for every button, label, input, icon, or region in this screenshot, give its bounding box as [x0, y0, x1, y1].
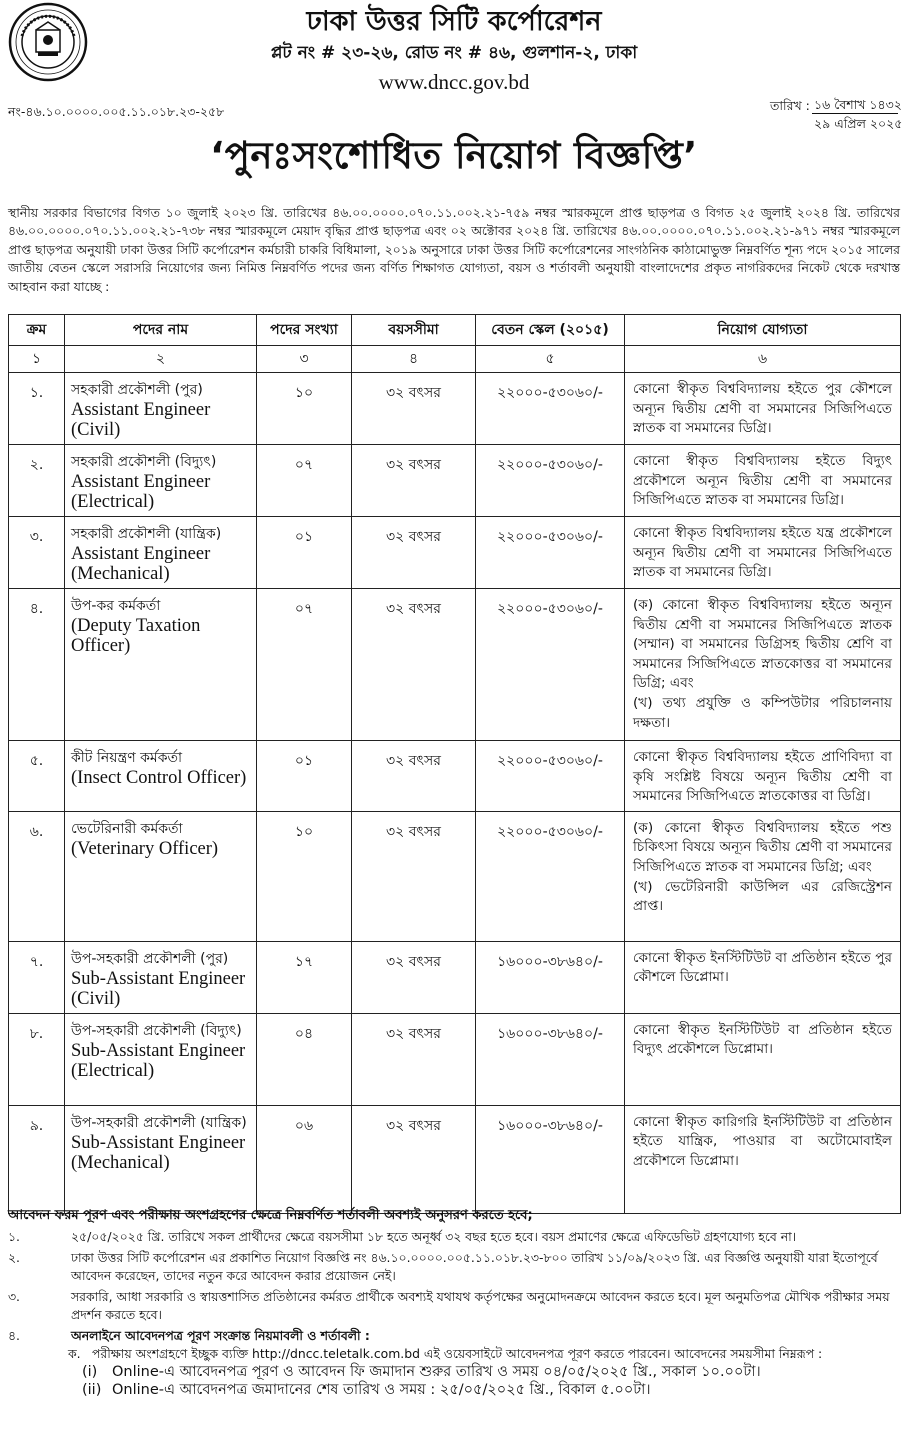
row-post-count: ০৬ [257, 1105, 352, 1213]
condition-item [8, 1228, 900, 1246]
org-website[interactable]: www.dncc.gov.bd [378, 70, 530, 94]
col-number: ৫ [476, 346, 625, 373]
row-serial: ৪. [9, 589, 65, 741]
row-post-count: ১০ [257, 373, 352, 445]
row-qualification: কোনো স্বীকৃত ইনস্টিটিউট বা প্রতিষ্ঠান হইতে পুর কৌশলে ডিপ্লোমা। [625, 941, 901, 1013]
row-pay-scale: ১৬০০০-৩৮৬৪০/- [476, 941, 625, 1013]
post-name-english: (Insect Control Officer) [71, 768, 247, 788]
condition-item [8, 1288, 900, 1324]
row-post [65, 941, 257, 1013]
sub-item-text: পরীক্ষায় অংশগ্রহণে ইচ্ছুক ব্যক্তি http://dncc.teletalk.com.bd এই ওয়েবসাইটে আবেদনপত্র পূরণ করতে পারবেন। আবেদনের সময়সীমা নিম্নরূপ : [92, 1346, 823, 1361]
notice-title: ‘পুনঃসংশোধিত নিয়োগ বিজ্ঞপ্তি’ [210, 134, 698, 177]
post-name-english: Sub-Assistant Engineer (Mechanical) [71, 1132, 246, 1173]
row-post-count: ০১ [257, 741, 352, 812]
row-post [65, 1105, 257, 1213]
qualification-part-a: (ক) কোনো স্বীকৃত বিশ্ববিদ্যালয় হইতে অন্যূন দ্বিতীয় শ্রেণী বা সমমানের সিজিপিএতে স্নাতক (সম্মান) বা সমমানের ডিগ্রিসহ দ্বিতীয় শ্রেণি বা সমমানের সিজিপিএতে স্নাতকোত্তর বা সমমানের ডিগ্রি; এবং [633, 597, 892, 692]
row-post [65, 517, 257, 589]
table-row [9, 811, 901, 941]
table-row [9, 373, 901, 445]
condition-sub-item [8, 1345, 900, 1363]
row-age-limit: ৩২ বৎসর [352, 941, 476, 1013]
row-qualification: কোনো স্বীকৃত ইনস্টিটিউট বা প্রতিষ্ঠান হইতে বিদ্যুৎ প্রকৌশলে ডিপ্লোমা। [625, 1013, 901, 1105]
row-post-count: ১৭ [257, 941, 352, 1013]
row-post [65, 589, 257, 741]
post-name-english: Assistant Engineer (Civil) [71, 400, 211, 440]
date-gregorian: ২৯ এপ্রিল ২০২৫ [814, 116, 903, 131]
row-age-limit: ৩২ বৎসর [352, 1013, 476, 1105]
row-post-count: ০৭ [257, 589, 352, 741]
row-pay-scale: ২২০০০-৫৩০৬০/- [476, 589, 625, 741]
table-row [9, 941, 901, 1013]
table-row [9, 589, 901, 741]
row-pay-scale: ১৬০০০-৩৮৬৪০/- [476, 1013, 625, 1105]
post-name-bangla: সহকারী প্রকৌশলী (পুর) [71, 382, 203, 398]
row-qualification: কোনো স্বীকৃত বিশ্ববিদ্যালয় হইতে যন্ত্র প্রকৌশলে অন্যূন দ্বিতীয় শ্রেণী বা সমমানের সিজিপিএতে স্নাতক বা সমমানের ডিগ্রি। [625, 517, 901, 589]
post-name-bangla: সহকারী প্রকৌশলী (বিদ্যুৎ) [71, 454, 217, 470]
condition-text: অনলাইনে আবেদনপত্র পূরণ সংক্রান্ত নিয়মাবলী ও শর্তাবলী : [71, 1328, 370, 1343]
col-number: ২ [65, 346, 257, 373]
row-age-limit: ৩২ বৎসর [352, 517, 476, 589]
post-name-bangla: উপ-সহকারী প্রকৌশলী (যান্ত্রিক) [71, 1114, 247, 1131]
col-number: ৬ [625, 346, 901, 373]
post-name-english: Assistant Engineer (Electrical) [71, 472, 211, 512]
column-number-row [9, 346, 901, 373]
row-age-limit: ৩২ বৎসর [352, 1105, 476, 1213]
date-divider [812, 113, 898, 114]
post-name-bangla: উপ-সহকারী প্রকৌশলী (বিদ্যুৎ) [71, 1022, 242, 1039]
row-post-count: ০৪ [257, 1013, 352, 1105]
qualification-part-a: (ক) কোনো স্বীকৃত বিশ্ববিদ্যালয় হইতে পশু চিকিৎসা বিষয়ে অন্যূন দ্বিতীয় শ্রেণী বা সমমানের সিজিপিএতে স্নাতক বা সমমানের ডিগ্রি; এবং [633, 819, 892, 875]
row-serial: ৫. [9, 741, 65, 812]
row-post [65, 1013, 257, 1105]
sub-item-text: Online-এ আবেদনপত্র পূরণ ও আবেদন ফি জমাদান শুরুর তারিখ ও সময় ০৪/০৫/২০২৫ খ্রি., সকাল ১০.০০টা। [112, 1364, 761, 1380]
col-number: ৩ [257, 346, 352, 373]
condition-item [8, 1249, 900, 1285]
row-post-count: ১০ [257, 811, 352, 941]
sub-item-label: ক. [68, 1346, 81, 1361]
post-name-english: (Veterinary Officer) [71, 838, 219, 859]
row-qualification: কোনো স্বীকৃত বিশ্ববিদ্যালয় হইতে বিদ্যুৎ প্রকৌশলে অন্যূন দ্বিতীয় শ্রেণী বা সমমানের সিজিপিএতে স্নাতক বা সমমানের ডিগ্রি। [625, 445, 901, 517]
sub-item-label: (i) [82, 1364, 98, 1380]
row-post-count: ০৭ [257, 445, 352, 517]
conditions-heading: আবেদন ফরম পূরণ এবং পরীক্ষায় অংশগ্রহণের ক্ষেত্রে নিম্নবর্ণিত শর্তাবলী অবশ্যই অনুসরণ করতে হবে; [8, 1208, 533, 1223]
sub-item-text: Online-এ আবেদনপত্র জমাদানের শেষ তারিখ ও সময় : ২৫/০৫/২০২৫ খ্রি., বিকাল ৫.০০টা। [112, 1382, 651, 1398]
post-name-bangla: উপ-সহকারী প্রকৌশলী (পুর) [71, 950, 229, 967]
table-header-row [9, 315, 901, 346]
row-qualification: কোনো স্বীকৃত কারিগরি ইনস্টিটিউট বা প্রতিষ্ঠান হইতে যান্ত্রিক, পাওয়ার বা অটোমোবাইল প্রকৌশলে ডিপ্লোমা। [625, 1105, 901, 1213]
post-name-bangla: কীট নিয়ন্ত্রণ কর্মকর্তা [71, 750, 183, 766]
row-post-count: ০১ [257, 517, 352, 589]
header-age-limit: বয়সসীমা [352, 315, 476, 346]
row-age-limit: ৩২ বৎসর [352, 445, 476, 517]
row-post [65, 741, 257, 812]
row-serial: ৯. [9, 1105, 65, 1213]
table-row [9, 1013, 901, 1105]
header-pay-scale: বেতন স্কেল (২০১৫) [476, 315, 625, 346]
qualification-part-b: (খ) ভেটেরিনারী কাউন্সিল এর রেজিস্ট্রেশন প্রাপ্ত। [633, 878, 892, 915]
org-name: ঢাকা উত্তর সিটি কর্পোরেশন [306, 6, 602, 37]
intro-paragraph: স্থানীয় সরকার বিভাগের বিগত ১০ জুলাই ২০২৩ খ্রি. তারিখের ৪৬.০০.০০০০.০৭০.১১.০০২.২১-৭৫৯ নম্বর স্মারকমূলে প্রাপ্ত ছাড়পত্র ও বিগত ২৫ জুলাই ২০২৪ খ্রি. তারিখের ৪৬.০০.০০০০.০৭০.১১.০০২.২১-৭৩৮ নম্বর স্মারকমূলে মেয়াদ বৃদ্ধির প্রাপ্ত ছাড়পত্র এবং ০২ অক্টোবর ২০২৪ খ্রি. তারিখের ৪৬.০০.০০০০.০৭০.১১.০০২.২১-৯৭১ নম্বর স্মারকমূলে প্রাপ্ত ছাড়পত্র অনুযায়ী ঢাকা উত্তর সিটি কর্পোরেশন কর্মচারী চাকরি বিধিমালা, ২০১৯ অনুসারে ঢাকা উত্তর সিটি কর্পোরেশনের সাংগঠনিক কাঠামোভুক্ত নিম্নবর্ণিত শূন্য পদে ২০১৫ সালের জাতীয় বেতন স্কেলে সরাসরি নিয়োগের জন্য নিমিত্ত নিম্নবর্ণিত পদের জন্য বর্ণিত শিক্ষাগত যোগ্যতা, বয়স ও শর্তাবলী অনুযায়ী বাংলাদেশের প্রকৃত নাগরিকদের নিকেট থেকে দরখাস্ত আহবান করা যাচ্ছে : [8, 205, 900, 294]
row-serial: ২. [9, 445, 65, 517]
condition-sub-item [8, 1381, 900, 1399]
row-pay-scale: ২২০০০-৫৩০৬০/- [476, 373, 625, 445]
header-serial: ক্রম [9, 315, 65, 346]
table-row [9, 1105, 901, 1213]
condition-number: ১. [8, 1229, 20, 1244]
condition-sub-item [8, 1363, 900, 1381]
date-bangla: ১৬ বৈশাখ ১৪৩২ [814, 97, 902, 112]
sub-item-label: (ii) [82, 1382, 102, 1398]
row-pay-scale: ২২০০০-৫৩০৬০/- [476, 517, 625, 589]
row-serial: ৬. [9, 811, 65, 941]
row-serial: ৭. [9, 941, 65, 1013]
condition-number: ২. [8, 1250, 20, 1265]
condition-text: সরকারি, আধা সরকারি ও স্বায়ত্তশাসিত প্রতিষ্ঠানের কর্মরত প্রার্থীকে অবশ্যই যথাযথ কর্তৃপক্ষের অনুমোদনক্রমে আবেদন করতে হবে। মূল অনুমতিপত্র মৌখিক পরীক্ষার সময় প্রদর্শন করতে হবে। [71, 1289, 890, 1322]
post-name-bangla: ভেটেরিনারী কর্মকর্তা [71, 820, 183, 837]
header-post-name: পদের নাম [65, 315, 257, 346]
post-name-english: (Deputy Taxation Officer) [71, 616, 201, 656]
date-label: তারিখ : [770, 98, 810, 113]
row-qualification: কোনো স্বীকৃত বিশ্ববিদ্যালয় হইতে প্রাণিবিদ্যা বা কৃষি সংশ্লিষ্ট বিষয়ে অন্যূন দ্বিতীয় শ্রেণী বা সমমানের সিজিপিএতে স্নাতকোত্তর বা ডিগ্রি। [625, 741, 901, 812]
condition-text: ২৫/০৫/২০২৫ খ্রি. তারিখে সকল প্রার্থীদের ক্ষেত্রে বয়সসীমা ১৮ হতে অনূর্ধ্ব ৩২ বছর হতে হবে। বয়স প্রমাণের ক্ষেত্রে এফিডেভিট গ্রহণযোগ্য হবে না। [71, 1229, 797, 1244]
table-row [9, 445, 901, 517]
row-serial: ৩. [9, 517, 65, 589]
row-age-limit: ৩২ বৎসর [352, 589, 476, 741]
row-post [65, 811, 257, 941]
post-name-english: Sub-Assistant Engineer (Electrical) [71, 1040, 246, 1081]
post-name-bangla: সহকারী প্রকৌশলী (যান্ত্রিক) [71, 526, 222, 542]
row-pay-scale: ১৬০০০-৩৮৬৪০/- [476, 1105, 625, 1213]
memo-number: নং-৪৬.১০.০০০০.০০৫.১১.০১৮.২৩-২৫৮ [8, 104, 225, 119]
post-name-english: Assistant Engineer (Mechanical) [71, 544, 211, 584]
row-post [65, 373, 257, 445]
row-qualification [625, 589, 901, 741]
condition-number: ৪. [8, 1328, 20, 1343]
row-qualification [625, 811, 901, 941]
row-age-limit: ৩২ বৎসর [352, 811, 476, 941]
table-row [9, 517, 901, 589]
row-age-limit: ৩২ বৎসর [352, 741, 476, 812]
condition-number: ৩. [8, 1289, 20, 1304]
row-serial: ১. [9, 373, 65, 445]
org-address: প্লট নং # ২৩-২৬, রোড নং # ৪৬, গুলশান-২, ঢাকা [270, 43, 638, 63]
row-pay-scale: ২২০০০-৫৩০৬০/- [476, 811, 625, 941]
header-qualification: নিয়োগ যোগ্যতা [625, 315, 901, 346]
row-post [65, 445, 257, 517]
row-serial: ৮. [9, 1013, 65, 1105]
col-number: ১ [9, 346, 65, 373]
row-qualification: কোনো স্বীকৃত বিশ্ববিদ্যালয় হইতে পুর কৌশলে অন্যূন দ্বিতীয় শ্রেণী বা সমমানের সিজিপিএতে স্নাতক বা সমমানের ডিগ্রি। [625, 373, 901, 445]
condition-text: ঢাকা উত্তর সিটি কর্পোরেশন এর প্রকাশিত নিয়োগ বিজ্ঞপ্তি নং ৪৬.১০.০০০০.০০৫.১১.০১৮.২৩-৮০০ তারিখ ১১/০৯/২০২৩ খ্রি. এর বিজ্ঞপ্তি অনুযায়ী যারা ইতোপূর্বে আবেদন করেছেন, তাদের নতুন করে আবেদন করার প্রয়োজন নেই। [71, 1250, 878, 1283]
row-pay-scale: ২২০০০-৫৩০৬০/- [476, 445, 625, 517]
qualification-part-b: (খ) তথ্য প্রযুক্তি ও কম্পিউটার পরিচালনায় দক্ষতা। [633, 694, 892, 731]
condition-item [8, 1327, 900, 1345]
col-number: ৪ [352, 346, 476, 373]
header-post-count: পদের সংখ্যা [257, 315, 352, 346]
vacancy-table [8, 314, 901, 1214]
table-row [9, 741, 901, 812]
post-name-bangla: উপ-কর কর্মকর্তা [71, 598, 161, 614]
conditions-section [8, 1207, 900, 1399]
post-name-english: Sub-Assistant Engineer (Civil) [71, 968, 246, 1009]
row-pay-scale: ২২০০০-৫৩০৬০/- [476, 741, 625, 812]
row-age-limit: ৩২ বৎসর [352, 373, 476, 445]
